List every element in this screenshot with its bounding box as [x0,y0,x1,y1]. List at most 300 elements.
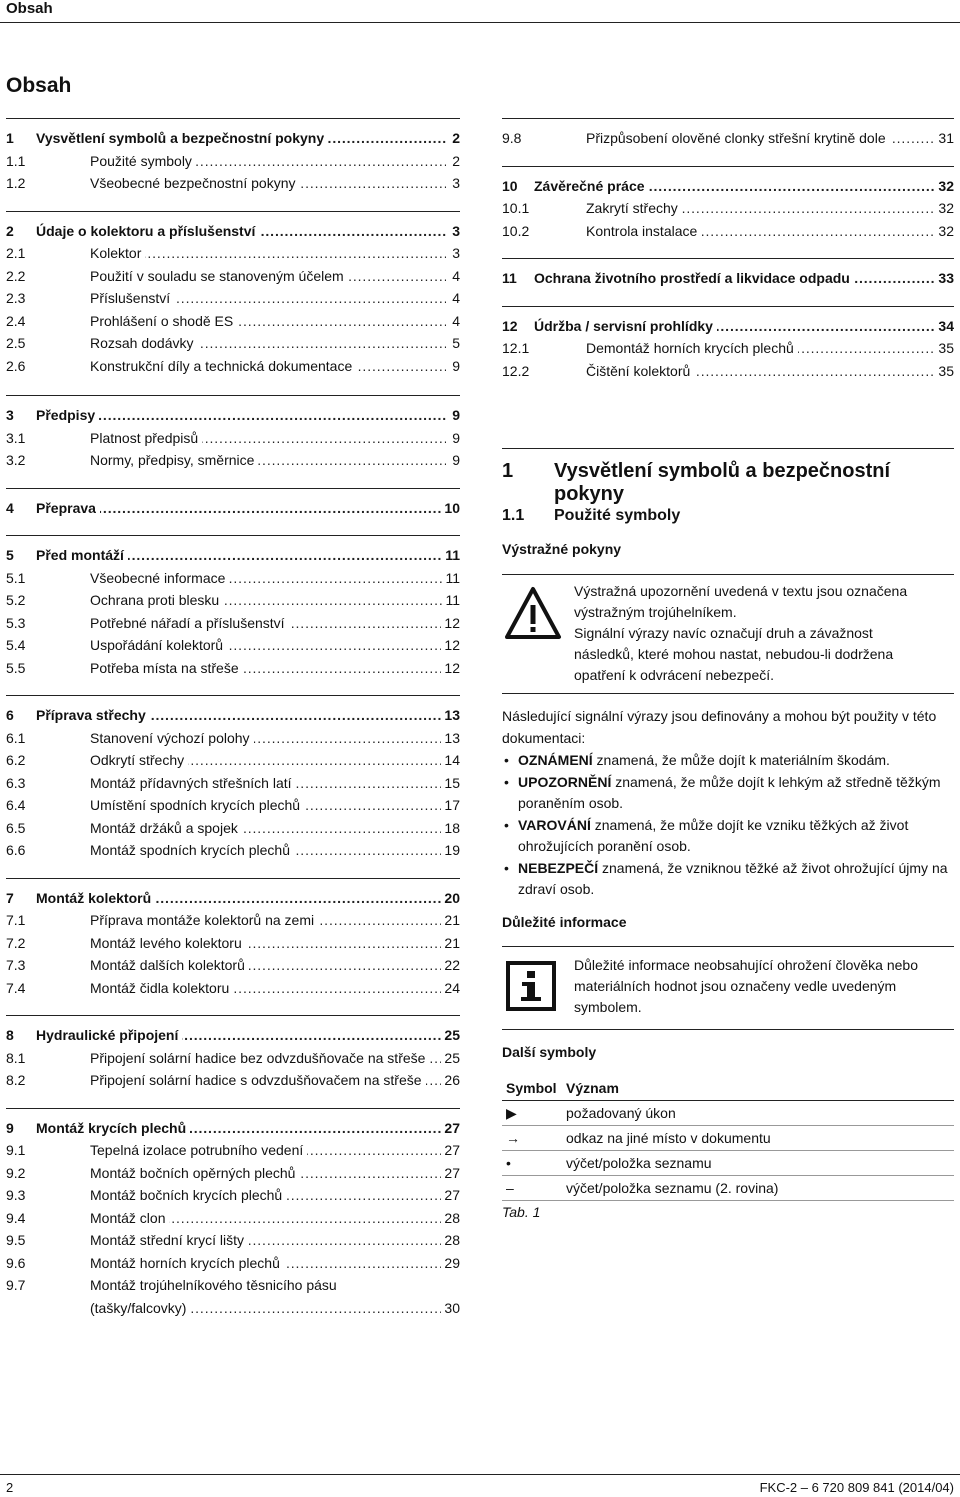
symbol-cell: → [502,1126,562,1151]
toc-item-row[interactable] [6,1069,460,1092]
toc-section-row[interactable] [502,315,954,338]
toc-title-text: Rozsah dodávky [90,335,198,351]
toc-section [6,1015,460,1092]
toc-number: 2 [6,222,14,239]
toc-number: 8.2 [6,1072,26,1088]
signal-description: znamená, že může dojít k lehkým až středně těžkým [611,773,941,790]
toc-section [502,166,954,243]
toc-section [6,878,460,1000]
toc-page: 4 [449,265,460,288]
toc-title-text: Příprava střechy [36,707,150,723]
text-line: Signální výrazy navíc označují druh a závažnost [574,625,873,641]
toc-title-text: Údržba / servisní prohlídky [534,318,717,334]
toc-item-row[interactable] [6,449,460,472]
signal-word: NEBEZPEČÍ [518,859,599,876]
symbol-cell: ▶ [502,1101,562,1126]
other-symbols-heading: Další symboly [502,1044,597,1060]
toc-title [90,772,446,795]
toc-section-row[interactable] [502,267,954,290]
toc-title [90,427,446,450]
toc-title [90,150,446,173]
toc-title [90,932,446,955]
toc-title-text: Ochrana proti blesku [90,592,223,608]
toc-number: 6.3 [6,774,26,791]
toc-title-text: Použití v souladu se stanoveným účelem [90,268,348,284]
toc-number: 12.1 [502,340,530,356]
toc-number: 6.2 [6,752,26,768]
toc-page: 32 [935,220,954,243]
toc-title-text: Konstrukční díly a technická dokumentace [90,358,356,374]
toc-page: 3 [449,220,460,243]
toc-title [36,404,446,427]
toc-title-text: Hydraulické připojení [36,1027,182,1043]
toc-item-row[interactable] [6,427,460,450]
text-line: Následující signální výrazy jsou definovány a mohou být použity v této [502,708,937,724]
toc-item-row[interactable] [502,197,954,220]
toc-page: 14 [441,749,460,772]
toc-item-row[interactable] [6,287,460,310]
toc-title [90,332,446,355]
toc-number: 7.1 [6,912,26,928]
toc-section [6,695,460,862]
toc-item-row[interactable] [6,749,460,772]
toc-page: 34 [935,315,954,338]
toc-item-row[interactable] [6,242,460,265]
toc-title [90,1069,446,1092]
signal-word-item [502,772,954,815]
toc-title [534,315,938,338]
toc-number: 10.1 [502,200,530,216]
toc-title [90,1229,446,1252]
toc-page: 27 [441,1117,460,1140]
toc-title [36,1024,446,1047]
toc-number: 3 [6,407,14,423]
toc-number: 7.2 [6,934,26,951]
toc-left-column [6,118,460,1319]
toc-item-row[interactable] [6,657,460,680]
toc-item-row[interactable] [6,932,460,955]
toc-item-row[interactable] [6,150,460,173]
toc-title-text: Kolektor [90,245,145,261]
toc-number: 2.1 [6,245,26,261]
toc-item-row[interactable] [6,839,460,862]
toc-section-row[interactable] [6,1024,460,1047]
toc-number: 6.5 [6,819,26,836]
toc-page: 33 [935,267,954,290]
toc-page: 3 [449,172,460,195]
toc-page: 11 [442,544,460,567]
text-line: Důležité informace neobsahující ohrožení člověka nebo [574,957,918,973]
toc-number: 5.2 [6,592,26,608]
toc-title-text: Závěrečné práce [534,178,649,194]
toc-number: 11 [502,270,517,286]
signal-description: znamená, že vzniknou těžké až život ohrožující újmy na [598,859,948,876]
toc-number: 6.1 [6,729,26,746]
toc-item-row[interactable] [6,1047,460,1070]
toc-number: 10.2 [502,222,530,239]
toc-title-text: Umístění spodních krycích plechů [90,797,304,813]
toc-section-row[interactable] [6,704,460,727]
toc-page: 2 [449,127,460,150]
toc-item-row[interactable] [6,909,460,932]
toc-item-row[interactable] [6,1229,460,1252]
toc-number: 6.6 [6,842,26,858]
toc-title-text: Montáž trojúhelníkového těsnicího pásu [90,1277,341,1293]
toc-title-text: Montáž čidla kolektoru [90,980,233,996]
toc-title-text: Montáž střední krycí lišty [90,1232,248,1248]
table-row [502,1151,954,1176]
toc-number: 2.4 [6,312,26,329]
toc-title-text: Příslušenství [90,290,174,306]
warning-notice [502,574,954,694]
toc-item-row[interactable] [6,1207,460,1230]
toc-title-text: Vysvětlení symbolů a bezpečnostní pokyny [36,130,328,146]
toc-title [90,310,446,333]
toc-page: 17 [441,794,460,817]
table-header-meaning: Význam [562,1076,954,1101]
toc-item-row[interactable] [6,265,460,288]
symbols-table [502,1076,954,1201]
toc-title-text: Montáž držáků a spojek [90,820,242,836]
toc-number: 8.1 [6,1049,26,1066]
toc-number: 5.5 [6,659,26,676]
toc-section-row[interactable] [6,497,460,520]
toc-title [36,1117,446,1140]
bullet-line: poraněním osob. [518,795,624,811]
toc-title [90,727,446,750]
toc-right-column [502,118,954,382]
toc-title [90,954,446,977]
warning-heading: Výstražné pokyny [502,541,622,557]
page-footer [0,1474,960,1497]
text-line: následků, které mohou nastat, nebudou-li dodržena [574,646,894,662]
table-row [502,1101,954,1126]
toc-section [6,488,460,520]
toc-page: 11 [442,589,460,612]
toc-title [90,794,446,817]
page-number: 2 [6,1480,14,1495]
toc-number: 1.2 [6,175,26,191]
table-row [502,1176,954,1201]
toc-title-text: Montáž bočních krycích plechů [90,1187,286,1203]
signal-word-item [502,815,954,858]
section-divider [502,448,954,449]
toc-title-text: Všeobecné bezpečnostní pokyny [90,175,299,191]
toc-item-row[interactable] [6,1252,460,1275]
toc-item-row[interactable] [6,794,460,817]
toc-page: 28 [441,1229,460,1252]
section-number: 1 [502,460,514,482]
toc-title-text: Normy, předpisy, směrnice [90,452,258,468]
signal-description: znamená, že může dojít ke vzniku těžkých až život [590,816,909,833]
toc-section [6,395,460,472]
info-notice [502,946,954,1030]
toc-page: 21 [441,932,460,955]
toc-page: 27 [441,1139,460,1162]
toc-title-text: Všeobecné informace [90,570,229,586]
toc-page: 25 [441,1047,460,1070]
toc-item-row[interactable] [6,1162,460,1185]
toc-item-row[interactable] [6,817,460,840]
toc-title-text: Před montáží [36,547,128,563]
toc-title [586,360,938,383]
toc-page: 9 [449,355,460,378]
bullet-line [518,772,954,794]
toc-title [534,175,938,198]
toc-number: 12 [502,317,518,334]
toc-item-row[interactable] [6,612,460,635]
toc-item-row[interactable] [6,355,460,378]
toc-page: 22 [441,954,460,977]
toc-item-row[interactable] [6,1184,460,1207]
toc-number: 9.1 [6,1142,26,1158]
toc-title-text: Přizpůsobení olověné clonky střešní krytině dole [586,130,890,146]
toc-page: 15 [441,772,460,795]
text-line: materiálních hodnot jsou označeny vedle uvedeným [574,978,897,994]
toc-section-row[interactable] [6,544,460,567]
toc-title-text: Prohlášení o shodě ES [90,313,237,329]
signal-words-intro [502,706,954,749]
toc-title-text: (tašky/falcovky) [90,1300,190,1316]
toc-number: 5 [6,547,14,563]
toc-title [36,497,446,520]
toc-page: 35 [935,337,954,360]
toc-item-row[interactable] [6,1274,460,1297]
toc-number: 7.3 [6,957,26,973]
toc-number: 3.1 [6,429,26,446]
toc-page: 4 [449,310,460,333]
toc-title [586,220,938,243]
toc-item-row[interactable] [6,954,460,977]
toc-title [90,977,446,1000]
toc-title-text: Připojení solární hadice s odvzdušňovačem na střeše [90,1072,426,1088]
meaning-cell: výčet/položka seznamu [562,1151,954,1176]
toc-section [6,118,460,195]
toc-section-row[interactable] [6,1117,460,1140]
toc-page: 26 [441,1069,460,1092]
toc-title [36,220,446,243]
toc-number: 9.5 [6,1232,26,1248]
toc-number: 2.3 [6,290,26,306]
toc-number: 8 [6,1027,14,1043]
signal-word: VAROVÁNÍ [518,816,591,833]
toc-page: 3 [449,242,460,265]
toc-title [90,567,446,590]
toc-title-text: Připojení solární hadice bez odvzdušňovače na střeše [90,1050,429,1066]
toc-title-text: Čištění kolektorů [586,363,694,379]
toc-number: 4 [6,499,14,516]
toc-number: 5.3 [6,614,26,631]
signal-word-item [502,858,954,901]
bullet-line [518,750,954,772]
signal-description: znamená, že může dojít k materiálním škodám. [592,752,890,768]
signal-words-list [502,750,954,901]
toc-title-text: Montáž krycích plechů [36,1120,190,1136]
toc-page: 11 [442,567,460,590]
toc-number: 9.8 [502,130,522,146]
meaning-cell: výčet/položka seznamu (2. rovina) [562,1176,954,1201]
toc-title [90,817,446,840]
toc-number: 9.4 [6,1209,26,1226]
toc-title [90,909,446,932]
toc-title [586,197,938,220]
toc-item-row[interactable] [6,332,460,355]
toc-section-row[interactable] [6,220,460,243]
toc-item-row[interactable] [6,772,460,795]
toc-number: 9 [6,1119,14,1136]
toc-number: 9.7 [6,1277,26,1293]
table-caption: Tab. 1 [502,1204,541,1220]
toc-item-row[interactable] [6,310,460,333]
toc-page: 12 [441,634,460,657]
toc-title [90,1162,446,1185]
toc-number: 5.1 [6,569,26,586]
toc-number: 3.2 [6,452,26,468]
toc-section-row[interactable] [6,887,460,910]
toc-page: 32 [935,175,954,198]
toc-item-row[interactable] [6,634,460,657]
toc-number: 5.4 [6,637,26,653]
toc-section [6,535,460,679]
toc-number: 1.1 [6,152,26,169]
toc-title [90,1139,446,1162]
toc-item-row[interactable] [6,589,460,612]
toc-title [90,589,446,612]
symbol-cell: • [502,1151,562,1176]
toc-page: 19 [441,839,460,862]
toc-title [90,287,446,310]
toc-title-text: Montáž spodních krycích plechů [90,842,294,858]
text-line: symbolem. [574,999,642,1015]
info-heading: Důležité informace [502,914,627,930]
toc-title-text: Stanovení výchozí polohy [90,730,254,746]
subsection-number: 1.1 [502,507,525,524]
toc-page: 20 [441,887,460,910]
toc-title-text: Montáž přídavných střešních latí [90,775,296,791]
info-icon [506,961,556,1011]
toc-title [90,449,446,472]
toc-item-row[interactable] [6,977,460,1000]
toc-title-text: Platnost předpisů [90,430,202,446]
toc-title-text: Montáž dalších kolektorů [90,957,249,973]
toc-number: 7 [6,889,14,906]
text-line: Výstražná upozornění uvedená v textu jsou označena [574,583,908,599]
warning-triangle-icon [504,585,562,641]
symbol-cell: – [502,1176,562,1201]
toc-item-row[interactable] [502,220,954,243]
toc-page: 9 [449,404,460,427]
toc-title [586,127,938,150]
toc-title-text: Údaje o kolektoru a příslušenství [36,223,259,239]
toc-page: 13 [441,704,460,727]
toc-title-text: Montáž levého kolektoru [90,935,246,951]
toc-section-row[interactable] [6,404,460,427]
meaning-cell: požadovaný úkon [562,1101,954,1126]
toc-item-row[interactable] [502,337,954,360]
toc-page: 27 [441,1162,460,1185]
toc-page: 9 [449,427,460,450]
signal-word: OZNÁMENÍ [518,752,593,768]
toc-title [36,127,446,150]
toc-page: 9 [449,449,460,472]
toc-section [6,211,460,378]
toc-title [90,265,446,288]
toc-page: 12 [441,612,460,635]
toc-title-text: Předpisy [36,407,99,423]
toc-title [36,887,446,910]
toc-item-row[interactable] [502,127,954,150]
toc-title [90,355,446,378]
toc-number: 7.4 [6,979,26,996]
toc-page: 28 [441,1207,460,1230]
toc-title [90,839,446,862]
toc-title-text: Demontáž horních krycích plechů [586,340,798,356]
toc-title [90,634,446,657]
toc-title-text: Tepelná izolace potrubního vedení [90,1142,307,1158]
warning-text [574,581,907,686]
toc-section [502,258,954,290]
toc-section-row[interactable] [6,127,460,150]
toc-page: 31 [935,127,954,150]
toc-page: 13 [441,727,460,750]
toc-number: 9.3 [6,1187,26,1203]
toc-item-row-continued[interactable] [6,1297,460,1320]
toc-item-row[interactable] [6,567,460,590]
toc-title-text: Příprava montáže kolektorů na zemi [90,912,318,928]
toc-number: 2.2 [6,267,26,284]
toc-title-text: Potřeba místa na střeše [90,660,243,676]
toc-section-row[interactable] [502,175,954,198]
toc-page: 24 [441,977,460,1000]
page-title: Obsah [6,74,72,97]
toc-number: 6 [6,707,14,723]
toc-page: 30 [441,1297,460,1320]
toc-section [502,118,954,150]
header-title: Obsah [6,0,53,17]
toc-item-row[interactable] [6,172,460,195]
table-row [502,1126,954,1151]
toc-title [90,242,446,265]
toc-title-text: Montáž kolektorů [36,890,155,906]
text-line: dokumentaci: [502,729,586,746]
toc-page: 2 [449,150,460,173]
toc-page: 29 [441,1252,460,1275]
toc-title [90,1297,446,1320]
text-line: výstražným trojúhelníkem. [574,604,737,620]
toc-page: 4 [449,287,460,310]
toc-title [534,267,938,290]
document-id: FKC-2 – 6 720 809 841 (2014/04) [759,1480,954,1495]
toc-title [90,172,446,195]
toc-item-row[interactable] [6,727,460,750]
table-header-symbol: Symbol [502,1076,562,1101]
toc-title-text: Přeprava [36,500,100,516]
text-line: opatření k odvrácení nebezpečí. [574,667,775,683]
toc-page: 21 [441,909,460,932]
toc-title [90,1184,446,1207]
subsection-title: Použité symboly [554,507,681,524]
info-text [574,955,918,1018]
toc-title-text: Montáž bočních opěrných plechů [90,1165,299,1181]
toc-title-text: Montáž horních krycích plechů [90,1255,284,1271]
toc-item-row[interactable] [502,360,954,383]
toc-title [586,337,938,360]
toc-item-row[interactable] [6,1139,460,1162]
toc-number: 12.2 [502,362,530,379]
toc-section [6,1108,460,1320]
toc-page: 32 [935,197,954,220]
meaning-cell: odkaz na jiné místo v dokumentu [562,1126,954,1151]
